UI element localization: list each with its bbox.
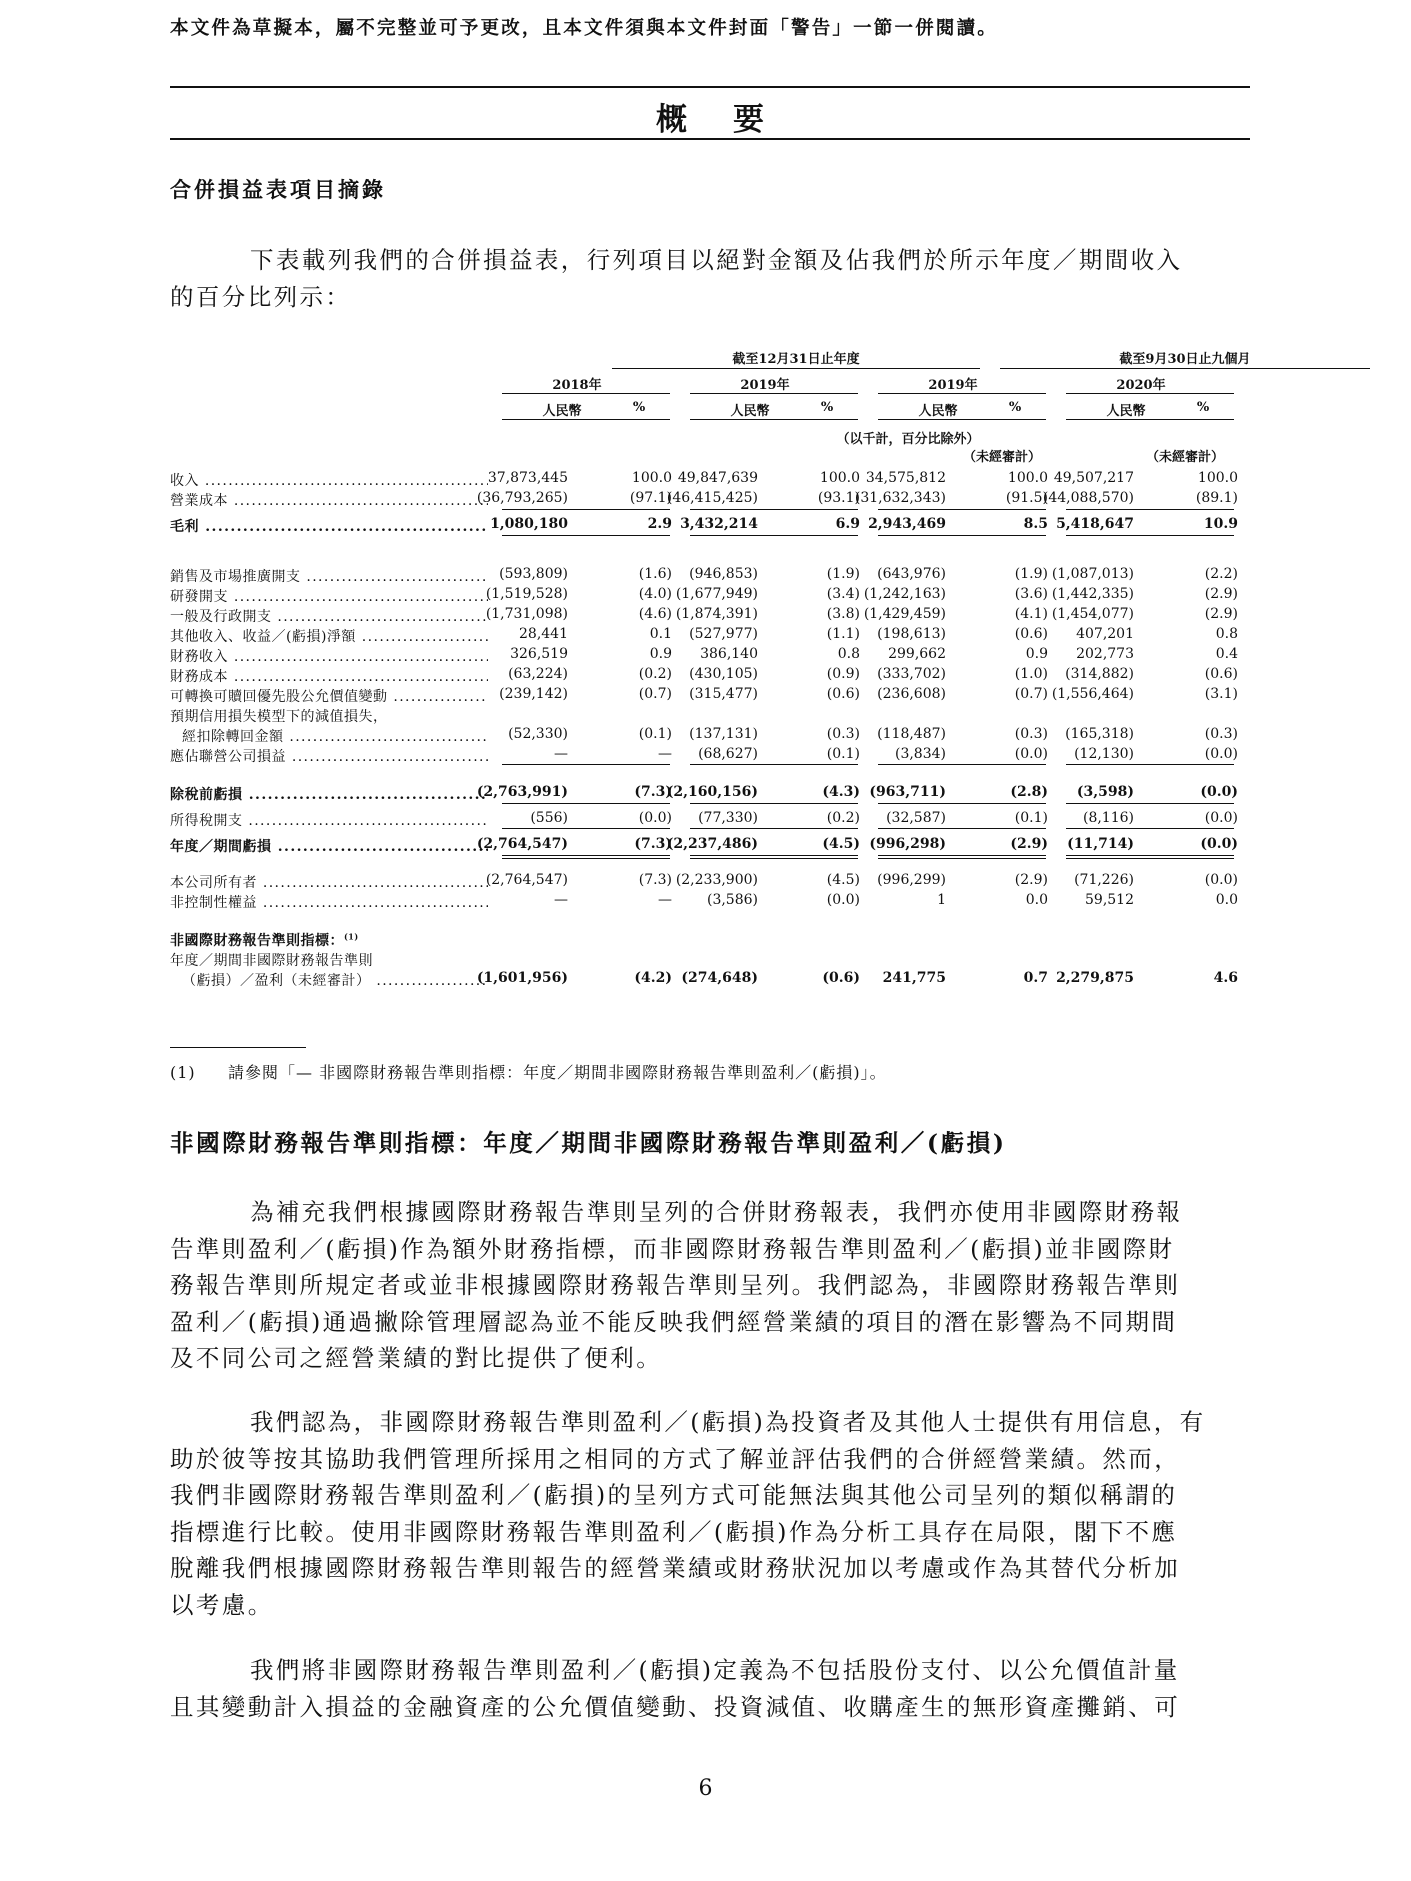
cell-value: 407,201: [1076, 626, 1134, 642]
unaudited-note: （未經審計）: [1145, 450, 1224, 465]
cell-value: (2.2): [1204, 566, 1238, 582]
cell-value: (1,677,949): [675, 586, 758, 602]
cell-value: (0.0): [638, 810, 672, 826]
paragraph-line: 告準則盈利／(虧損)作為額外財務指標，而非國際財務報告準則盈利／(虧損)並非國際財: [170, 1234, 1175, 1263]
row-label: [170, 686, 488, 706]
single-rule: [1066, 828, 1234, 829]
unit-rule: [1172, 419, 1234, 420]
paragraph-line: 指標進行比較。使用非國際財務報告準則盈利／(虧損)作為分析工具存在局限，閣下不應: [170, 1517, 1178, 1546]
paragraph-line: 且其變動計入損益的金融資產的公允價值變動、投資減值、收購產生的無形資產攤銷、可: [170, 1692, 1181, 1721]
cell-value: (2.8): [1010, 784, 1048, 800]
cell-value: 299,662: [888, 646, 946, 662]
single-rule: [1066, 803, 1234, 804]
cell-value: —: [658, 746, 672, 762]
row-label: [170, 872, 488, 892]
single-rule: [690, 764, 858, 765]
cell-value: (315,477): [689, 686, 758, 702]
cell-value: (63,224): [508, 666, 568, 682]
year-header: 2019年: [740, 378, 790, 393]
single-rule: [502, 535, 670, 536]
cell-value: (314,882): [1065, 666, 1134, 682]
cell-value: —: [554, 892, 568, 908]
unit-header: %: [1008, 400, 1022, 415]
group-header-nine-months: 截至9月30日止九個月: [1119, 352, 1251, 367]
cell-value: 8.5: [1023, 516, 1048, 532]
row-label: [170, 626, 488, 646]
cell-value: 100.0: [631, 470, 672, 486]
cell-value: (0.1): [826, 746, 860, 762]
cell-value: (593,809): [499, 566, 568, 582]
income-statement-table: [170, 348, 1250, 1008]
year-rule: [1066, 393, 1234, 394]
paragraph-line: 為補充我們根據國際財務報告準則呈列的合併財務報表，我們亦使用非國際財務報: [250, 1198, 1183, 1226]
cell-value: (1,601,956): [476, 970, 568, 986]
cell-value: (0.7): [638, 686, 672, 702]
cell-value: (12,130): [1074, 746, 1134, 762]
row-label-text: 其他收入、收益／(虧損)淨額: [170, 629, 356, 645]
cell-value: (165,318): [1065, 726, 1134, 742]
cell-value: (2,764,547): [476, 836, 568, 852]
cell-value: (0.3): [1014, 726, 1048, 742]
cell-value: 37,873,445: [487, 470, 568, 486]
cell-value: —: [658, 892, 672, 908]
cell-value: (2,764,547): [485, 872, 568, 888]
cell-value: (0.0): [1204, 746, 1238, 762]
paragraph-line: 盈利／(虧損)通過撇除管理層認為並不能反映我們經營業績的項目的潛在影響為不同期間: [170, 1307, 1178, 1336]
cell-value: (7.3): [634, 784, 672, 800]
intro-line: 下表載列我們的合併損益表，行列項目以絕對金額及佔我們於所示年度／期間收入: [250, 246, 1183, 274]
row-label: [170, 586, 488, 606]
cell-value: (4.5): [822, 836, 860, 852]
single-rule: [502, 764, 670, 765]
cell-value: 28,441: [519, 626, 568, 642]
year-header: 2020年: [1116, 378, 1166, 393]
cell-value: 0.0: [1025, 892, 1048, 908]
unit-header: %: [632, 400, 646, 415]
unit-rule: [796, 419, 858, 420]
cell-value: (0.2): [826, 810, 860, 826]
cell-value: (0.9): [826, 666, 860, 682]
year-header: 2019年: [928, 378, 978, 393]
cell-value: (1,242,163): [863, 586, 946, 602]
single-rule: [878, 803, 1046, 804]
cell-value: (1.1): [826, 626, 860, 642]
unit-header: %: [820, 400, 834, 415]
cell-value: (556): [530, 810, 568, 826]
cell-value: 34,575,812: [865, 470, 946, 486]
cell-value: (32,587): [886, 810, 946, 826]
unit-header: 人民幣: [542, 404, 582, 419]
cell-value: 0.7: [1023, 970, 1048, 986]
cell-value: (1.9): [1014, 566, 1048, 582]
row-label: [170, 646, 488, 666]
cell-value: (91.5): [1005, 490, 1048, 506]
paragraph-3: [170, 1652, 1250, 1725]
cell-value: 0.9: [1025, 646, 1048, 662]
cell-value: (3,834): [894, 746, 946, 762]
cell-value: —: [554, 746, 568, 762]
page-title: 概要: [656, 102, 810, 138]
cell-value: (3.6): [1014, 586, 1048, 602]
cell-value: (137,131): [689, 726, 758, 742]
cell-value: (31,632,343): [854, 490, 946, 506]
cell-value: (68,627): [698, 746, 758, 762]
cell-value: (7.3): [634, 836, 672, 852]
cell-value: 0.1: [649, 626, 672, 642]
year-rule: [878, 393, 1046, 394]
cell-value: (0.0): [1204, 810, 1238, 826]
group-header-year: 截至12月31日止年度: [732, 352, 860, 367]
cell-value: 2,943,469: [868, 516, 946, 532]
cell-value: (1.0): [1014, 666, 1048, 682]
cell-value: 6.9: [835, 516, 860, 532]
row-label: [170, 726, 488, 746]
single-rule: [502, 828, 670, 829]
cell-value: (1,454,077): [1051, 606, 1134, 622]
unit-header: 人民幣: [730, 404, 770, 419]
cell-value: 4.6: [1213, 970, 1238, 986]
cell-value: (239,142): [499, 686, 568, 702]
single-rule: [690, 509, 858, 510]
cell-value: (44,088,570): [1042, 490, 1134, 506]
row-label-text: 除稅前虧損: [170, 787, 243, 803]
row-label-text: 本公司所有者: [170, 875, 257, 891]
row-label-text: 營業成本: [170, 493, 228, 509]
intro-line: 的百分比列示：: [170, 282, 352, 311]
row-label: [170, 470, 488, 490]
intro-paragraph: [170, 242, 1250, 315]
unit-rule: [984, 419, 1046, 420]
cell-value: 49,847,639: [677, 470, 758, 486]
group-rule: [612, 368, 980, 369]
cell-value: (527,977): [689, 626, 758, 642]
cell-value: (0.0): [1204, 872, 1238, 888]
row-label-text: 毛利: [170, 519, 199, 535]
paragraph-1: [170, 1194, 1250, 1377]
row-label: [170, 516, 488, 536]
cell-value: (333,702): [877, 666, 946, 682]
cell-value: (1,429,459): [863, 606, 946, 622]
cell-value: (0.1): [638, 726, 672, 742]
paragraph-line: 我們認為，非國際財務報告準則盈利／(虧損)為投資者及其他人士提供有用信息，有: [250, 1408, 1206, 1436]
cell-value: (2.9): [1204, 586, 1238, 602]
cell-value: (0.3): [826, 726, 860, 742]
footnote-marker: (1): [344, 931, 359, 942]
unit-header: 人民幣: [1106, 404, 1146, 419]
year-rule: [690, 393, 858, 394]
unit-rule: [878, 419, 998, 420]
row-label-text: 非控制性權益: [170, 895, 257, 911]
row-label: [170, 706, 488, 726]
cell-value: (996,299): [877, 872, 946, 888]
unit-header: %: [1196, 400, 1210, 415]
row-label-text: 應佔聯營公司損益: [170, 749, 286, 765]
cell-value: (0.0): [826, 892, 860, 908]
row-label: [170, 950, 488, 970]
cell-value: (274,648): [681, 970, 758, 986]
cell-value: 3,432,214: [680, 516, 758, 532]
cell-value: (97.1): [629, 490, 672, 506]
section-heading-non-ifrs: 非國際財務報告準則指標：年度／期間非國際財務報告準則盈利／(虧損): [170, 1129, 1007, 1157]
cell-value: 326,519: [510, 646, 568, 662]
single-rule: [878, 509, 1046, 510]
footnote-text: 請參閱「— 非國際財務報告準則指標：年度／期間非國際財務報告準則盈利／(虧損)」。: [228, 1063, 887, 1082]
cell-value: (1,087,013): [1051, 566, 1134, 582]
cell-value: (1,731,098): [485, 606, 568, 622]
cell-value: (0.3): [1204, 726, 1238, 742]
cell-value: (2,763,991): [476, 784, 568, 800]
cell-value: (0.0): [1200, 784, 1238, 800]
row-label: [170, 746, 488, 766]
row-label-text: 經扣除轉回金額: [182, 729, 284, 745]
cell-value: 386,140: [700, 646, 758, 662]
cell-value: (1,874,391): [675, 606, 758, 622]
cell-value: (4.0): [638, 586, 672, 602]
row-label: [170, 606, 488, 626]
single-rule: [878, 828, 1046, 829]
row-label: [170, 810, 488, 830]
cell-value: (0.0): [1200, 836, 1238, 852]
cell-value: 202,773: [1076, 646, 1134, 662]
page-number: 6: [698, 1776, 713, 1801]
cell-value: (236,608): [877, 686, 946, 702]
paragraph-line: 以考慮。: [170, 1590, 274, 1619]
cell-value: (4.2): [634, 970, 672, 986]
cell-value: (1,442,335): [1051, 586, 1134, 602]
cell-value: (2,160,156): [666, 784, 758, 800]
single-rule: [878, 764, 1046, 765]
title-rule-bottom: [170, 138, 1250, 140]
cell-value: 10.9: [1203, 516, 1238, 532]
row-label-text: 一般及行政開支: [170, 609, 272, 625]
row-label: [170, 892, 488, 912]
cell-value: (89.1): [1195, 490, 1238, 506]
paragraph-line: 脫離我們根據國際財務報告準則報告的經營業績或財務狀況加以考慮或作為其替代分析加: [170, 1554, 1181, 1582]
row-label-text: 預期信用損失模型下的減值損失，: [170, 709, 388, 725]
cell-value: (4.6): [638, 606, 672, 622]
single-rule: [1066, 764, 1234, 765]
cell-value: (198,613): [877, 626, 946, 642]
paragraph-line: 務報告準則所規定者或並非根據國際財務報告準則呈列。我們認為，非國際財務報告準則: [170, 1271, 1181, 1299]
cell-value: (0.6): [822, 970, 860, 986]
unit-header: 人民幣: [918, 404, 958, 419]
cell-value: (8,116): [1082, 810, 1134, 826]
cell-value: 0.8: [1215, 626, 1238, 642]
cell-value: (643,976): [877, 566, 946, 582]
cell-value: (3.4): [826, 586, 860, 602]
row-label-text: 可轉換可贖回優先股公允價值變動: [170, 689, 388, 705]
cell-value: (0.6): [1014, 626, 1048, 642]
cell-value: (963,711): [869, 784, 946, 800]
cell-value: (0.0): [1014, 746, 1048, 762]
row-label-text: 財務收入: [170, 649, 228, 665]
cell-value: 0.9: [649, 646, 672, 662]
row-label-text: 銷售及市場推廣開支: [170, 569, 301, 585]
cell-value: 2.9: [647, 516, 672, 532]
cell-value: (0.2): [638, 666, 672, 682]
cell-value: 0.0: [1215, 892, 1238, 908]
footnote-number: (1): [170, 1063, 196, 1082]
double-rule: [502, 855, 670, 859]
cell-value: (1.9): [826, 566, 860, 582]
row-label: [170, 970, 488, 990]
cell-value: (0.6): [826, 686, 860, 702]
paragraph-line: 及不同公司之經營業績的對比提供了便利。: [170, 1344, 663, 1372]
group-rule: [1000, 368, 1370, 369]
paragraph-line: 助於彼等按其協助我們管理所採用之相同的方式了解並評估我們的合併經營業績。然而，: [170, 1444, 1181, 1473]
cell-value: 0.8: [837, 646, 860, 662]
row-label-text: 研發開支: [170, 589, 228, 605]
single-rule: [502, 803, 670, 804]
unit-rule: [502, 419, 622, 420]
cell-value: (71,226): [1074, 872, 1134, 888]
footnote-rule: [170, 1047, 306, 1048]
double-rule: [690, 855, 858, 859]
cell-value: 59,512: [1085, 892, 1134, 908]
row-label: [170, 836, 488, 856]
cell-value: (0.7): [1014, 686, 1048, 702]
year-rule: [502, 393, 670, 394]
cell-value: (3.8): [826, 606, 860, 622]
row-label-text: 非國際財務報告準則指標：: [170, 933, 344, 949]
cell-value: (46,415,425): [666, 490, 758, 506]
row-label-text: 年度／期間非國際財務報告準則: [170, 953, 373, 969]
single-rule: [502, 509, 670, 510]
cell-value: (52,330): [508, 726, 568, 742]
cell-value: (93.1): [817, 490, 860, 506]
cell-value: (1,556,464): [1051, 686, 1134, 702]
double-rule: [1066, 855, 1234, 859]
row-label: [170, 666, 488, 686]
unaudited-note: （未經審計）: [962, 450, 1041, 465]
cell-value: (0.6): [1204, 666, 1238, 682]
row-label-text: 財務成本: [170, 669, 228, 685]
cell-value: 100.0: [819, 470, 860, 486]
cell-value: (36,793,265): [476, 490, 568, 506]
cell-value: (0.1): [1014, 810, 1048, 826]
cell-value: (77,330): [698, 810, 758, 826]
cell-value: (2,233,900): [675, 872, 758, 888]
year-header: 2018年: [552, 378, 602, 393]
single-rule: [1066, 509, 1234, 510]
cell-value: (1.6): [638, 566, 672, 582]
row-label: [170, 490, 488, 510]
single-rule: [690, 828, 858, 829]
unit-note: （以千計，百分比除外）: [836, 432, 980, 447]
paragraph-2: [170, 1404, 1250, 1623]
cell-value: 0.4: [1215, 646, 1238, 662]
unit-rule: [608, 419, 670, 420]
double-rule: [878, 855, 1046, 859]
footnote: [170, 1060, 887, 1083]
row-label-text: 所得稅開支: [170, 813, 243, 829]
cell-value: (2,237,486): [666, 836, 758, 852]
cell-value: (2.9): [1204, 606, 1238, 622]
cell-value: (3,586): [706, 892, 758, 908]
cell-value: (4.5): [826, 872, 860, 888]
cell-value: (11,714): [1067, 836, 1134, 852]
draft-notice: 本文件為草擬本，屬不完整並可予更改，且本文件須與本文件封面「警告」一節一併閱讀。: [170, 18, 999, 39]
row-label-text: 年度／期間虧損: [170, 839, 272, 855]
cell-value: (430,105): [689, 666, 758, 682]
paragraph-line: 我們非國際財務報告準則盈利／(虧損)的呈列方式可能無法與其他公司呈列的類似稱謂的: [170, 1481, 1178, 1509]
unit-rule: [1066, 419, 1186, 420]
title-rule-top: [170, 86, 1250, 88]
row-label: [170, 930, 488, 950]
cell-value: 1,080,180: [490, 516, 568, 532]
row-label: [170, 566, 488, 586]
cell-value: (2.9): [1014, 872, 1048, 888]
single-rule: [878, 535, 1046, 536]
single-rule: [1066, 535, 1234, 536]
cell-value: (3,598): [1076, 784, 1134, 800]
cell-value: 100.0: [1197, 470, 1238, 486]
section-heading-income-statement: 合併損益表項目摘錄: [170, 177, 386, 202]
cell-value: (1,519,528): [485, 586, 568, 602]
cell-value: 1: [937, 892, 946, 908]
cell-value: (7.3): [638, 872, 672, 888]
single-rule: [690, 803, 858, 804]
cell-value: 100.0: [1007, 470, 1048, 486]
cell-value: (118,487): [877, 726, 946, 742]
cell-value: (2.9): [1010, 836, 1048, 852]
cell-value: 241,775: [882, 970, 946, 986]
cell-value: (4.1): [1014, 606, 1048, 622]
row-label-text: 收入: [170, 473, 199, 489]
cell-value: (996,298): [869, 836, 946, 852]
cell-value: 2,279,875: [1056, 970, 1134, 986]
row-label: [170, 784, 488, 804]
cell-value: (946,853): [689, 566, 758, 582]
row-label-text: （虧損）／盈利（未經審計）: [182, 973, 371, 989]
unit-rule: [690, 419, 810, 420]
single-rule: [690, 535, 858, 536]
paragraph-line: 我們將非國際財務報告準則盈利／(虧損)定義為不包括股份支付、以公允價值計量: [250, 1656, 1180, 1684]
cell-value: (3.1): [1204, 686, 1238, 702]
cell-value: 49,507,217: [1053, 470, 1134, 486]
cell-value: (4.3): [822, 784, 860, 800]
cell-value: 5,418,647: [1056, 516, 1134, 532]
